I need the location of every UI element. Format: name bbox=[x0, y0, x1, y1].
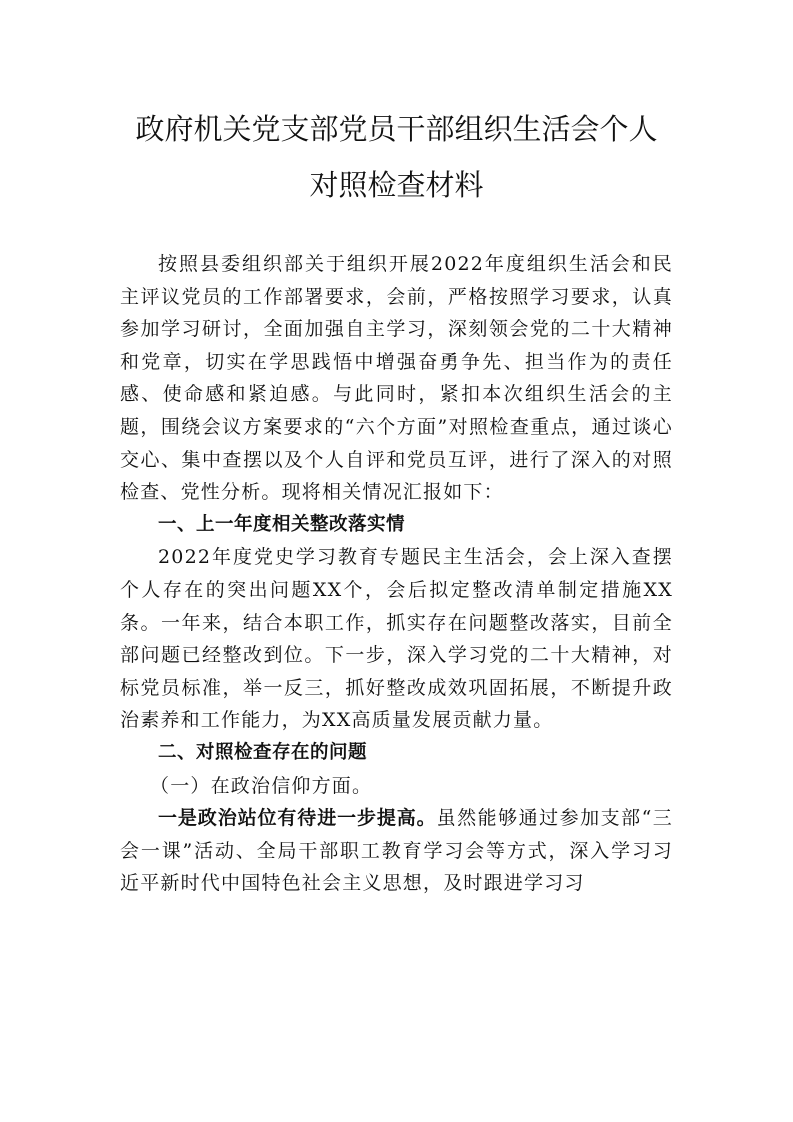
point-body-text: 虽然能够通过参加支部“三会一课”活动、全局干部职工教育学习会等方式，深入学习习近平新时代中国特色社会主义思想，及时跟进学习习 bbox=[120, 807, 673, 895]
section-1-paragraph: 2022年度党史学习教育专题民主生活会，会上深入查摆个人存在的突出问题XX个，会后拟定整改清单制定措施XX条。一年来，结合本职工作，抓实存在问题整改落实，目前全部问题已经整改到位。下一步，深入学习党的二十大精神，对标党员标准，举一反三，抓好整改成效巩固拓展，不断提升政治素养和工作能力，为XX高质量发展贡献力量。 bbox=[120, 546, 673, 732]
document-title-line-1: 政府机关党支部党员干部组织生活会个人 bbox=[135, 112, 658, 146]
point-lead-bold: 一是政治站位有待进一步提高。 bbox=[158, 807, 437, 830]
section-2-paragraph bbox=[120, 802, 673, 900]
section-heading-2: 二、对照检查存在的问题 bbox=[158, 741, 368, 763]
section-heading-1: 一、上一年度相关整改落实情 bbox=[158, 513, 406, 535]
subsection-heading-political-belief: （一）在政治信仰方面。 bbox=[150, 774, 373, 797]
document-body bbox=[120, 248, 673, 900]
intro-paragraph: 按照县委组织部关于组织开展2022年度组织生活会和民主评议党员的工作部署要求，会前，严格按照学习要求，认真参加学习研讨，全面加强自主学习，深刻领会党的二十大精神和党章，切实在学思践悟中增强奋勇争先、担当作为的责任感、使命感和紧迫感。与此同时，紧扣本次组织生活会的主题，围绕会议方案要求的“六个方面”对照检查重点，通过谈心交心、集中查摆以及个人自评和党员互评，进行了深入的对照检查、党性分析。现将相关情况汇报如下： bbox=[120, 253, 673, 504]
document-title-line-2: 对照检查材料 bbox=[309, 168, 484, 202]
